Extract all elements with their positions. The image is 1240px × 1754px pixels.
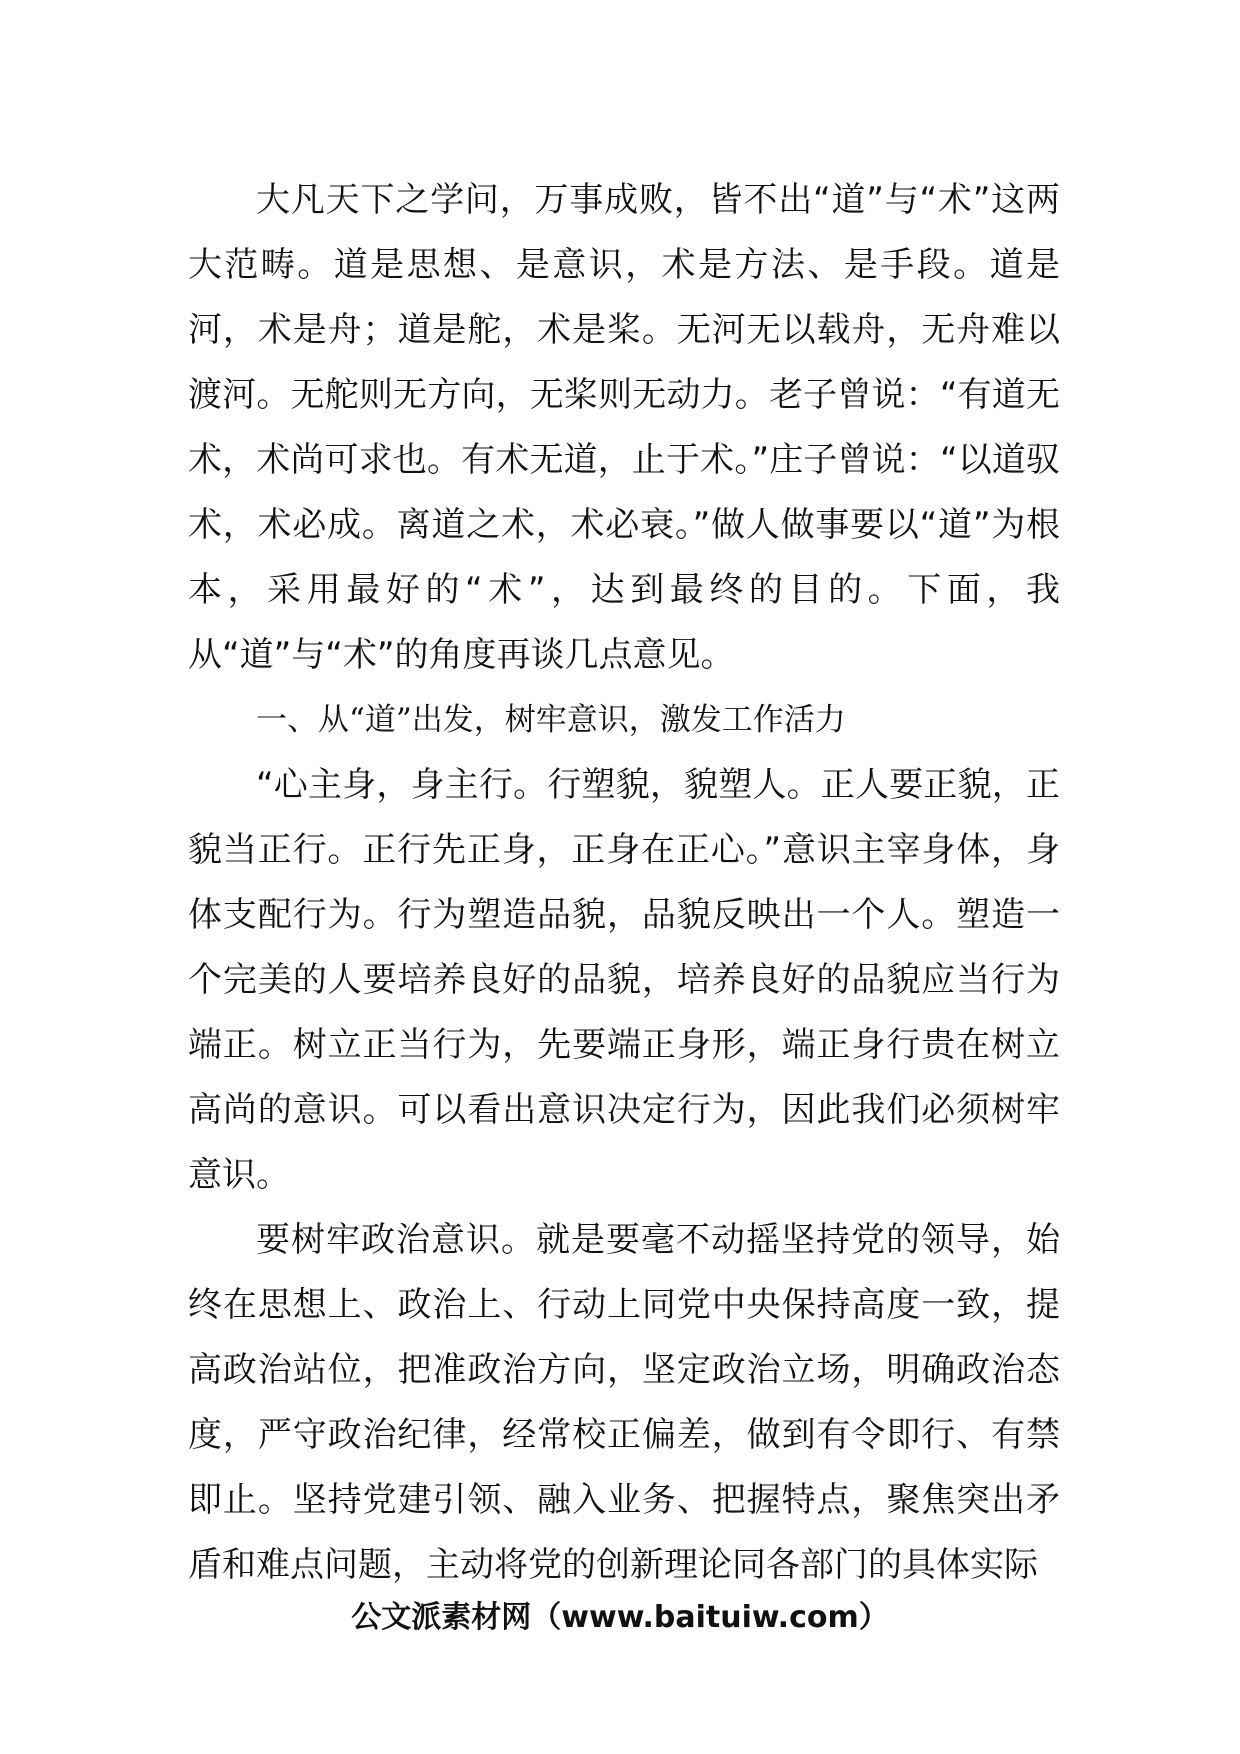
paragraph-intro: 大凡天下之学问，万事成败，皆不出“道”与“术”这两大范畴。道是思想、是意识，术是方法、是手段。道是河，术是舟；道是舵，术是桨。无河无以载舟，无舟难以渡河。无舵则无方向，无桨则无动力。老子曾说：“有道无术，术尚可求也。有术无道，止于术。”庄子曾说：“以道驭术，术必成。离道之术，术必衰。”做人做事要以“道”为根本，采用最好的“术”，达到最终的目的。下面，我从“道”与“术”的角度再谈几点意见。 bbox=[188, 180, 1060, 675]
section-heading-1: 一、从“道”出发，树牢意识，激发工作活力 bbox=[256, 702, 846, 738]
footer-watermark: 公文派素材网（www.baituiw.com） bbox=[351, 1600, 889, 1635]
document-body bbox=[188, 168, 1060, 1598]
paragraph-consciousness: “心主身，身主行。行塑貌，貌塑人。正人要正貌，正貌当正行。正行先正身，正身在正心。”意识主宰身体，身体支配行为。行为塑造品貌，品貌反映出一个人。塑造一个完美的人要培养良好的品貌，培养良好的品貌应当行为端正。树立正当行为，先要端正身形，端正身行贵在树立高尚的意识。可以看出意识决定行为，因此我们必须树牢意识。 bbox=[188, 765, 1060, 1195]
paragraph-political-awareness: 要树牢政治意识。就是要毫不动摇坚持党的领导，始终在思想上、政治上、行动上同党中央保持高度一致，提高政治站位，把准政治方向，坚定政治立场，明确政治态度，严守政治纪律，经常校正偏差，做到有令即行、有禁即止。坚持党建引领、融入业务、把握特点，聚焦突出矛盾和难点问题，主动将党的创新理论同各部门的具体实际 bbox=[188, 1220, 1060, 1585]
